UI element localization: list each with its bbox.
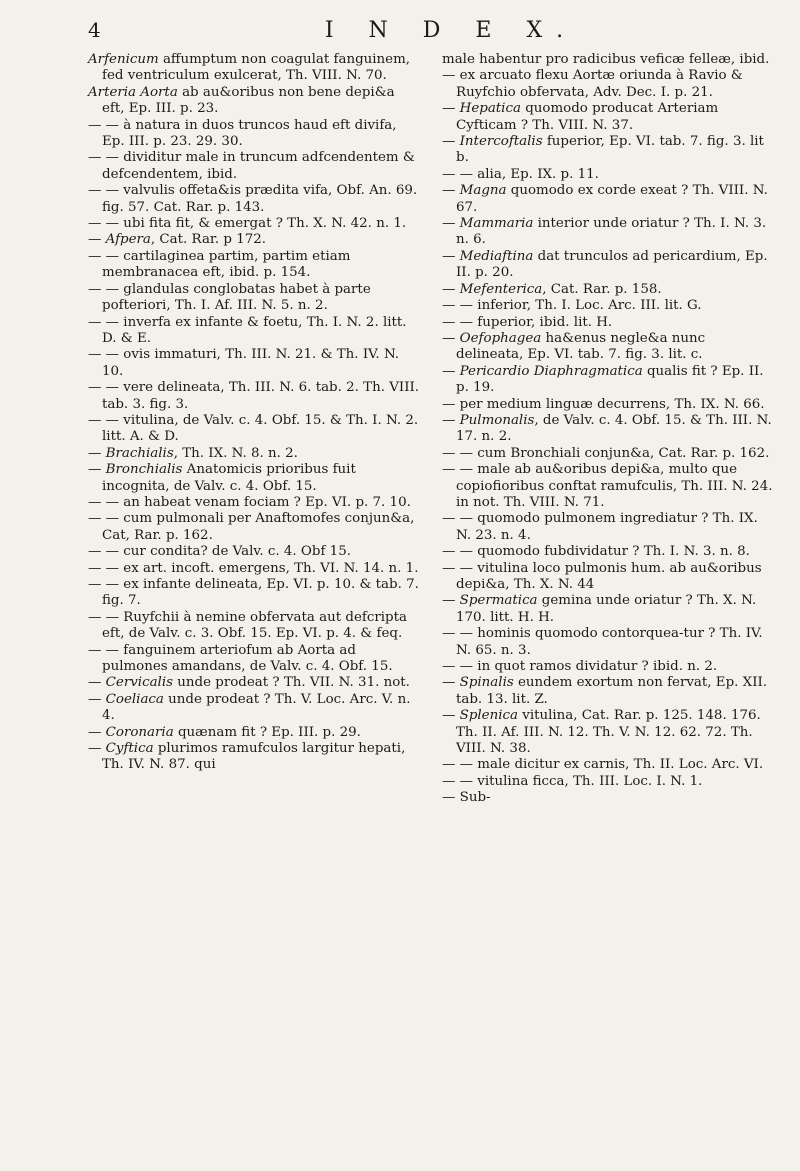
entry-headword: — Spermatica <box>442 593 538 609</box>
page-number: 4 <box>88 18 101 42</box>
entry-headword: — Oefophagea <box>442 330 542 346</box>
entry-text: — — male ab au&oribus depi&a, multo que copiofioribus conftat ramufculis, Th. III. N. 24. in not. Th. VIII. N. 71. <box>442 462 773 510</box>
entry-text: — — fanguinem arteriofum ab Aorta ad pulmones amandans, de Valv. c. 4. Obf. 15. <box>88 642 393 675</box>
index-entry <box>442 708 774 757</box>
entry-text: eundem exortum non fervat, Ep. XII. tab. 13. lit. Z. <box>456 675 768 707</box>
index-entry <box>88 577 420 610</box>
entry-text: dat trunculos ad pericardium, Ep. II. p. 20. <box>456 248 768 281</box>
entry-text: — ex arcuato flexu Aortæ oriunda à Ravio & Ruyfchio obfervata, Adv. Dec. I. p. 21. <box>442 68 743 100</box>
entry-headword: — Pericardio Diaphragmatica <box>442 363 643 379</box>
index-entry <box>88 544 420 560</box>
entry-headword: — Spinalis <box>442 675 514 691</box>
index-entry <box>88 232 420 248</box>
entry-text: — — hominis quomodo contorquea-tur ? Th. IV. N. 65. n. 3. <box>442 626 763 658</box>
entry-text: unde prodeat ? Th. V. Loc. Arc. V. n. 4. <box>102 691 411 724</box>
entry-text: — — Ruyfchii à nemine obfervata aut defcripta eft, de Valv. c. 3. Obf. 15. Ep. VI. p. 4. & feq. <box>88 609 407 642</box>
index-entry <box>88 610 420 643</box>
index-entry <box>442 561 774 594</box>
entry-headword: — Coeliaca <box>88 691 164 707</box>
entry-text: — — vitulina loco pulmonis hum. ab au&oribus depi&a, Th. X. N. 44 <box>442 560 762 592</box>
entry-text: — — valvulis offeta&is prædita vifa, Obf. An. 69. fig. 57. Cat. Rar. p. 143. <box>88 183 418 215</box>
index-entry <box>442 790 774 806</box>
entry-text: , Cat. Rar. p 172. <box>150 232 267 248</box>
entry-headword: — Cervicalis <box>88 675 173 691</box>
index-entry <box>88 511 420 544</box>
entry-headword: — Bronchialis <box>88 462 183 478</box>
index-entry <box>88 85 420 118</box>
index-entry <box>442 298 774 314</box>
index-entry <box>442 249 774 282</box>
index-entry <box>442 757 774 773</box>
entry-text: quomodo producat Arteriam Cyfticam ? Th. VIII. N. 37. <box>456 101 719 133</box>
index-entry <box>88 347 420 380</box>
index-entry <box>88 643 420 676</box>
entry-text: quænam fit ? Ep. III. p. 29. <box>173 724 361 740</box>
entry-text: — per medium linguæ decurrens, Th. IX. N. 66. <box>442 396 765 412</box>
entry-headword: — Hepatica <box>442 101 521 117</box>
index-entry <box>442 331 774 364</box>
entry-headword: — Afpera <box>88 232 151 248</box>
index-entry <box>88 249 420 282</box>
entry-text: Anatomicis prioribus fuit incognita, de Valv. c. 4. Obf. 15. <box>102 462 356 494</box>
entry-text: ha&enus negle&a nunc delineata, Ep. VI. tab. 7. fig. 3. lit. c. <box>456 330 706 363</box>
index-entry <box>88 315 420 348</box>
entry-text: — — cum pulmonali per Anaftomofes conjun&a, Cat, Rar. p. 162. <box>88 511 415 543</box>
entry-headword: — Mediaftina <box>442 248 534 264</box>
entry-headword: Arfenicum <box>88 52 159 67</box>
index-entry <box>442 167 774 183</box>
entry-text: — Sub- <box>442 790 491 806</box>
entry-text: gemina unde oriatur ? Th. X. N. 170. litt. H. H. <box>456 593 757 625</box>
right-column <box>442 52 774 807</box>
index-entry <box>442 659 774 675</box>
index-entry <box>442 446 774 462</box>
entry-text: quomodo ex corde exeat ? Th. VIII. N. 67. <box>456 183 768 215</box>
index-entry <box>88 446 420 462</box>
entry-text: — — inferior, Th. I. Loc. Arc. III. lit. G. <box>442 298 702 314</box>
index-entry <box>442 511 774 544</box>
index-columns <box>88 52 774 807</box>
index-entry <box>442 68 774 101</box>
entry-text: — — glandulas conglobatas habet à parte pofteriori, Th. I. Af. III. N. 5. n. 2. <box>88 281 371 314</box>
entry-headword: — Coronaria <box>88 724 174 740</box>
entry-text: — — an habeat venam fociam ? Ep. VI. p. 7. 10. <box>88 494 411 510</box>
entry-text: — — inverfa ex infante & foetu, Th. I. N. 2. litt. D. & E. <box>88 314 407 346</box>
entry-text: — — in quot ramos dividatur ? ibid. n. 2. <box>442 659 718 675</box>
entry-headword: Arteria Aorta <box>88 84 178 100</box>
index-entry <box>442 593 774 626</box>
index-entry <box>442 462 774 511</box>
entry-text: — — cartilaginea partim, partim etiam membranacea eft, ibid. p. 154. <box>88 248 351 281</box>
entry-text: , Cat. Rar. p. 158. <box>542 281 662 297</box>
page-header <box>88 18 774 52</box>
entry-text: unde prodeat ? Th. VII. N. 31. not. <box>173 675 410 691</box>
index-entry <box>442 544 774 560</box>
index-entry <box>88 692 420 725</box>
index-title: I N D E X. <box>324 18 578 43</box>
index-entry <box>442 774 774 790</box>
entry-text: — — quomodo fubdividatur ? Th. I. N. 3. n. 8. <box>442 544 750 560</box>
entry-text: , de Valv. c. 4. Obf. 15. & Th. III. N. 17. n. 2. <box>456 412 772 445</box>
index-entry <box>88 495 420 511</box>
entry-text: fuperior, Ep. VI. tab. 7. fig. 3. lit b. <box>456 134 764 166</box>
entry-text: — — cur condita? de Valv. c. 4. Obf 15. <box>88 544 351 560</box>
index-entry <box>442 315 774 331</box>
entry-headword: — Mefenterica <box>442 281 543 297</box>
entry-headword: — Pulmonalis <box>442 412 535 428</box>
entry-text: ab au&oribus non bene depi&a eft, Ep. III. p. 23. <box>102 84 395 117</box>
entry-text: male habentur pro radicibus veficæ felleæ, ibid. <box>442 52 770 67</box>
entry-text: — — male dicitur ex carnis, Th. II. Loc. Arc. VI. <box>442 757 764 773</box>
entry-text: vitulina, Cat. Rar. p. 125. 148. 176. Th. II. Af. III. N. 12. Th. V. N. 12. 62. 72. Th. VIII. N. 38. <box>456 708 761 757</box>
index-entry <box>88 380 420 413</box>
index-entry <box>88 413 420 446</box>
entry-text: — — ex art. incoft. emergens, Th. VI. N. 14. n. 1. <box>88 560 419 576</box>
entry-text: , Th. IX. N. 8. n. 2. <box>173 445 298 461</box>
entry-text: — — à natura in duos truncos haud eft divifa, Ep. III. p. 23. 29. 30. <box>88 117 397 150</box>
index-entry <box>88 741 420 774</box>
entry-text: — — fuperior, ibid. lit. H. <box>442 314 613 330</box>
entry-text: — — ubi fita fit, & emergat ? Th. X. N. 42. n. 1. <box>88 216 407 232</box>
entry-text: — — ovis immaturi, Th. III. N. 21. & Th. IV. N. 10. <box>88 347 400 379</box>
index-entry <box>88 183 420 216</box>
entry-text: interior unde oriatur ? Th. I. N. 3. n. 6. <box>456 216 767 248</box>
index-entry <box>442 364 774 397</box>
entry-text: — — vitulina, de Valv. c. 4. Obf. 15. & Th. I. N. 2. litt. A. & D. <box>88 412 419 445</box>
entry-text: — — alia, Ep. IX. p. 11. <box>442 166 599 182</box>
entry-headword: — Splenica <box>442 708 518 724</box>
index-entry <box>88 725 420 741</box>
index-entry <box>88 216 420 232</box>
entry-text: — — cum Bronchiali conjun&a, Cat. Rar. p. 162. <box>442 445 770 461</box>
entry-headword: — Intercoftalis <box>442 134 543 150</box>
index-entry <box>442 183 774 216</box>
index-entry <box>442 626 774 659</box>
entry-headword: — Mammaria <box>442 216 534 232</box>
index-entry <box>442 101 774 134</box>
index-entry <box>442 282 774 298</box>
entry-text: — — vere delineata, Th. III. N. 6. tab. 2. Th. VIII. tab. 3. fig. 3. <box>88 380 420 412</box>
index-entry <box>88 52 420 85</box>
index-entry <box>442 675 774 708</box>
index-entry <box>442 52 774 68</box>
entry-text: — — dividitur male in truncum adfcendentem & defcendentem, ibid. <box>88 150 415 182</box>
entry-text: qualis fit ? Ep. II. p. 19. <box>456 363 764 396</box>
entry-headword: — Cyftica <box>88 741 154 757</box>
index-entry <box>442 413 774 446</box>
index-entry <box>88 462 420 495</box>
index-entry <box>442 134 774 167</box>
index-entry <box>442 397 774 413</box>
index-entry <box>88 118 420 151</box>
entry-text: — — vitulina ficca, Th. III. Loc. I. N. 1. <box>442 773 703 789</box>
index-entry <box>88 675 420 691</box>
index-entry <box>88 150 420 183</box>
index-entry <box>88 561 420 577</box>
entry-text: — — ex infante delineata, Ep. VI. p. 10. & tab. 7. fig. 7. <box>88 577 419 609</box>
left-column <box>88 52 420 807</box>
index-entry <box>88 282 420 315</box>
entry-headword: — Brachialis <box>88 445 174 461</box>
entry-text: — — quomodo pulmonem ingrediatur ? Th. IX. N. 23. n. 4. <box>442 511 758 543</box>
index-entry <box>442 216 774 249</box>
entry-text: plurimos ramufculos largitur hepati, Th. IV. N. 87. qui <box>102 741 406 773</box>
entry-text: affumptum non coagulat fanguinem, fed ventriculum exulcerat, Th. VIII. N. 70. <box>102 52 411 84</box>
entry-headword: — Magna <box>442 183 507 199</box>
